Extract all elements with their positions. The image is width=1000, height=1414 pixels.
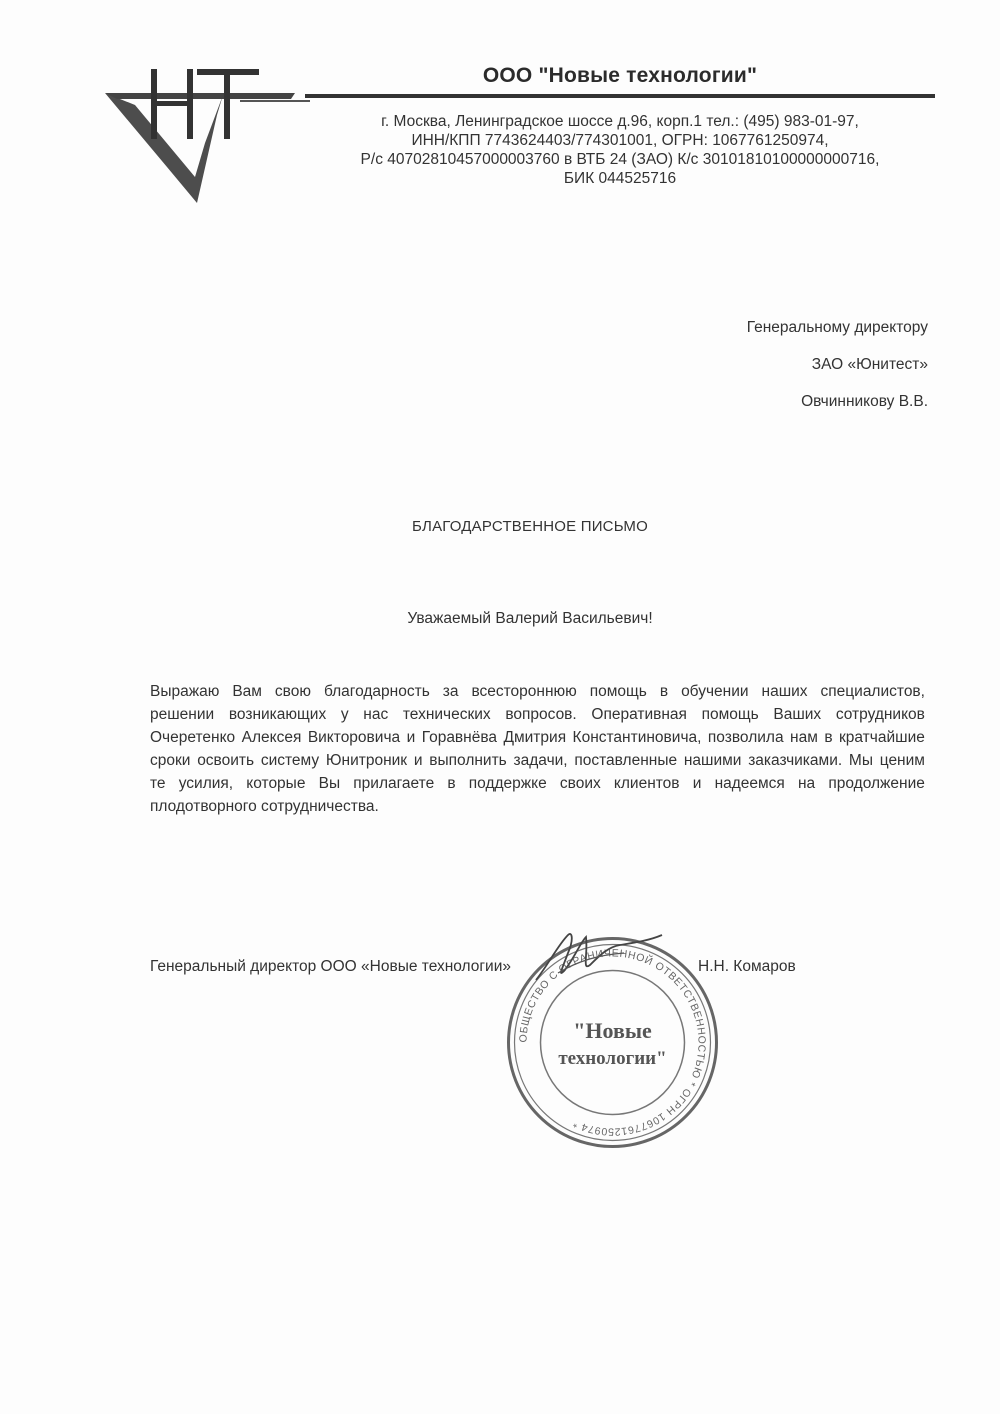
body-line: плодотворного сотрудничества. [150,798,379,815]
header-rule [305,94,935,98]
body-line: Выражаю Вам свою благодарность за всестороннюю помощь в обучении наших специалистов, [150,683,925,700]
seal-ring-text: ОБЩЕСТВО С ОГРАНИЧЕННОЙ ОТВЕТСТВЕННОСТЬЮ * ОГРН 1067761250974 * [517,947,708,1138]
salutation: Уважаемый Валерий Васильевич! [407,610,653,627]
requisites-line: ИНН/КПП 7743624403/774301001, ОГРН: 1067761250974, [411,132,829,149]
company-logo [105,55,295,205]
signatory-title: Генеральный директор ООО «Новые технологии» [150,958,511,975]
body-line: решении возникающих у нас технических вопросов. Оперативная помощь Ваших сотрудников [150,706,925,723]
recipient-block [747,318,928,429]
recipient-company: ЗАО «Юнитест» [811,356,928,373]
company-name: ООО "Новые технологии" [482,64,758,87]
requisites-line: Р/с 40702810457000003760 в ВТБ 24 (ЗАО) К/с 30101810100000000716, [360,151,880,168]
body-line: сроки освоить систему Юнитроник и выполнить задачи, поставленные нашими заказчиками. Мы ценим [150,752,925,769]
document-title: БЛАГОДАРСТВЕННОЕ ПИСЬМО [412,518,648,535]
recipient-position: Генеральному директору [746,319,928,336]
requisites-line: г. Москва, Ленинградское шоссе д.96, корп.1 тел.: (495) 983-01-97, [381,113,859,130]
body-line: Очеретенко Алексея Викторовича и Горавнёва Дмитрия Константиновича, позволила нам в кратчайшие [150,729,925,746]
seal-center-line1: "Новые [573,1018,652,1043]
seal-center-line2: технологии" [558,1048,667,1069]
letter-body [150,680,925,818]
company-requisites [330,112,910,188]
recipient-name: Овчинникову В.В. [801,393,928,410]
body-line: те усилия, которые Вы прилагаете в поддержке своих клиентов и надеемся на продолжение [150,775,925,792]
header-rule-thin [240,100,310,102]
signatory-name: Н.Н. Комаров [698,958,796,975]
requisites-line: БИК 044525716 [563,170,677,187]
handwritten-signature [528,925,668,995]
